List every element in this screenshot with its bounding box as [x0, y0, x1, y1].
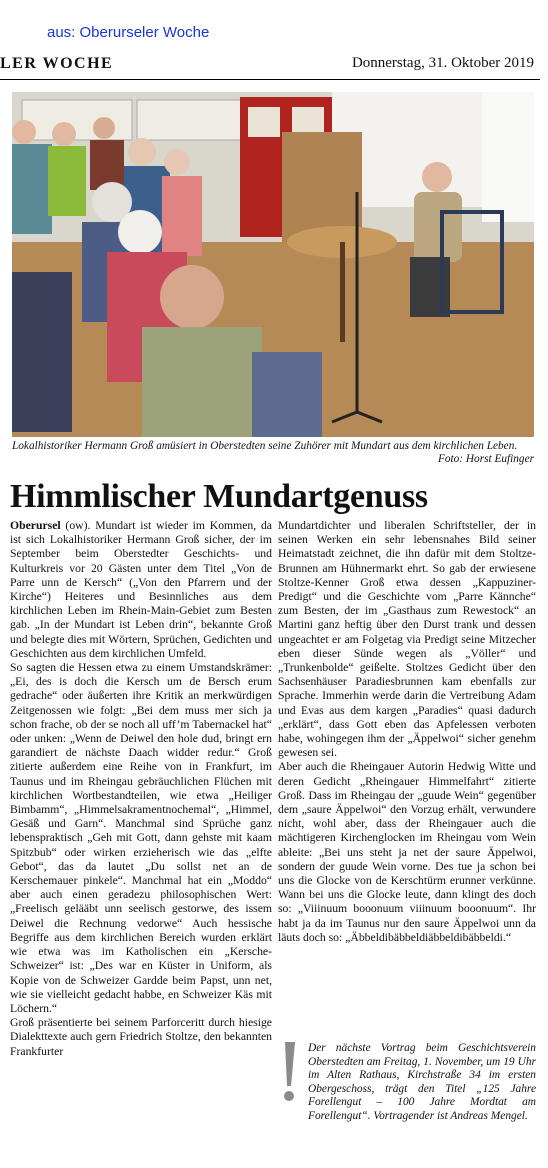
- article-paragraph: [10, 519, 272, 661]
- article-column-right: [278, 519, 536, 945]
- photo-lecture-audience-icon: [12, 92, 534, 437]
- article-column-left: [10, 519, 272, 1059]
- article-headline: Himmlischer Mundartgenuss: [10, 478, 428, 515]
- article-paragraph: So sagten die Hessen etwa zu einem Umstandskrämer: „Ei, des is doch die Kersch um de Bersch erum gedrache“ oder äußerten ihre Kritik an merkwürdigen Zeitgenossen wie folgt: „Bei dem muss mer sich ja schon frache, ob der se noch all uff’m Tabernackel hat“ oder unken: „Wenn de Deiwel den hole dud, bringt ern garandiert de nächste Daach widder redur.“ Groß zitierte außerdem eine Reihe von in Frankfurt, im Taunus und im Rheingau gebräuchlichen Flüchen mit kirchlichen Wortbestandteilen, wie etwa „Heiliger Bimbamm“, „Himmelsakramentnochemal“, „Himmel, Gesäß und Garn“. Manchmal sind Sprüche ganz lebenspraktisch „Geh mit Gott, dann gehste mit kaam Spitzbub“ oder wirken erzieherisch wie das „elfte Gebot“, das da lautet „Du sollst net an de Kerschemauer pinkele“. Manchmal hat ein „Moddo“ aber auch einen geradezu philosophischen Wert: „Freelisch gelääbt unn seelisch gestorwe, des issem Deiwel die Rechnung vedorwe“ Auch hessische Begriffe aus dem kirchlichen Bereich wurden erklärt wie etwa was im Katholischen ein „Kersche-Schweizer“ ist: „Des war en Küster in Uniform, als Kopie von de Schweizer Gardde beim Papst, unn net, wie sie vielleicht gedacht habbe, en Schweizer Käs mit Löchern.“: [10, 661, 272, 1015]
- caption-text: Lokalhistoriker Hermann Groß amüsiert in Oberstedten seine Zuhörer mit Mundart aus dem kirchlichen Leben.: [12, 440, 518, 452]
- issue-date: Donnerstag, 31. Oktober 2019: [351, 55, 534, 71]
- article-photo: [12, 92, 534, 437]
- source-label: aus: Oberurseler Woche: [47, 24, 210, 41]
- header-rule: [0, 79, 540, 80]
- article-paragraph: Mundartdichter und liberalen Schriftsteller, der in seinen Werken ein sehr lebensnahes Bild seiner Heimatstadt zeichnet, die ihn dafür mit dem Stoltze-Brunnen am Hühnermarkt ehrt. So gab der erwiesene Stoltze-Kenner Groß etwa dessen „Kappuziner-Predigt“ und die Geschichte vom „Parre Kännche“ zum Besten, der im „Gasthaus zum Rewestock“ an Martini ganz heftig über den Durst trank und dessen ungeachtet er am Folgetag via Predigt seine Mitzecher eben dieser Sünde wegen als „Völler“ und „Trunkenbolde“ geißelte. Stoltzes Gedicht über den Sachsenhäuser Paradiesbrunnen kam ebenfalls zur Sprache. Immerhin werde darin die Vertreibung Adam und Evas aus dem kargen „Paradies“ quasi dadurch „erklärt“, dass Gott eben das Apfelessen verboten habe, wohingegen ihm der „Äppelwoi“ sicher genehm gewesen sei.: [278, 519, 536, 760]
- paragraph-text: (ow). Mundart ist wieder im Kommen, da ist sich Lokalhistoriker Hermann Groß sicher, der im September beim Oberstedter Geschichts- und Kulturkreis vor 20 Gästen unter dem Titel „Von de Parre unn de Kersch“ („Von den Pfarrern und der Kirche“) Heiteres und Besinnliches aus dem kirchlichen Leben im Rhein-Main-Gebiet zum Besten gab. „In der Mundart ist Leben drin“, bekannte Groß und belegte dies mit Wörtern, Sprüchen, Gedichten und Geschichten aus dem kirchlichen Umfeld.: [10, 519, 272, 660]
- photo-credit: Foto: Horst Eufinger: [437, 453, 534, 465]
- newspaper-name: LER WOCHE: [0, 55, 114, 72]
- exclamation-icon: [282, 1042, 296, 1104]
- info-box-text: Der nächste Vortrag beim Geschichtsverein Oberstedten am Freitag, 1. November, um 19 Uhr im Alten Rathaus, Kirchstraße 34 im ersten Obergeschoss, trägt den Titel „125 Jahre Forellengut – 100 Jahre Mordtat am Forellengut“. Vortragender ist Andreas Mengel.: [308, 1042, 536, 1122]
- article-paragraph: Aber auch die Rheingauer Autorin Hedwig Witte und deren Gedicht „Rheingauer Himmelfahrt“ zitierte Groß. Dass im Rheingau der „guude Wein“ gegenüber dem „saure Äppelwoi“ den Vorzug erhält, verwundere nicht, wohl aber, dass der Rheingauer auch die mächtigeren Kirchenglocken im Rheingau vom Wein ableite: „Bei uns steht ja net der saure Äppelwoi, sondern der guude Wein vorne. Des tue ja schon bei uns die Glocke von de Kerschtürm erunner verkünne. Wann bei uns die Glocke leute, dann klingt des doch so: „Viiinuum booonuum viiinuum booonuum“. Ihr habt ja da im Taunus nur den saure Äppelwoi unn da läuts doch so: „Äbbeldibäbbeldiäbbeldibäbbeldi.“: [278, 760, 536, 944]
- article-paragraph: Groß präsentierte bei seinem Parforceritt durch hiesige Dialekttexte auch gern Friedrich Stoltze, den bekannten Frankfurter: [10, 1016, 272, 1058]
- photo-caption: [12, 440, 534, 466]
- dateline: Oberursel: [10, 519, 61, 532]
